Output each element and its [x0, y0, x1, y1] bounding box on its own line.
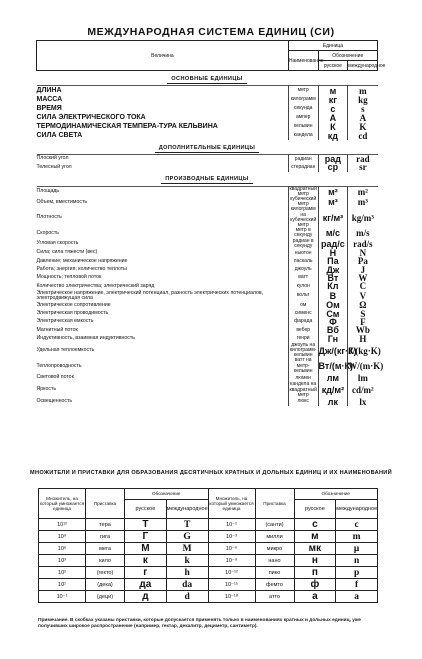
prefix-table-body [39, 489, 378, 603]
international-symbol: J [360, 264, 366, 275]
header-russian: русское [318, 61, 348, 71]
unit-row [37, 197, 378, 207]
unit-name: радиан [288, 155, 318, 164]
quantity-name: Электрическое сопротивление [37, 301, 289, 309]
prefix-multiplier: 10⁻¹² [208, 567, 255, 579]
russian-symbol: м [318, 86, 348, 96]
international-symbol: C [359, 281, 367, 292]
prefix-header-designation-left: Обозначение [125, 489, 209, 500]
prefix-russian-symbol: к [125, 555, 167, 567]
unit-name: вебер [288, 326, 318, 334]
unit-row [37, 207, 378, 228]
unit-name: секунда [288, 104, 318, 113]
international-symbol: m² [348, 186, 378, 197]
international-symbol: lm [357, 373, 368, 384]
russian-symbol: См [318, 310, 348, 318]
quantity-name: Электрическое напряжение, электрический потенциал, разность электрических потенциалов, электродвижущая сила [37, 291, 289, 302]
prefix-name: (дека) [86, 579, 125, 591]
russian-symbol: Вт/(м·К) [318, 358, 348, 374]
prefix-multiplier: 10¹ [39, 579, 86, 591]
russian-symbol: кг [318, 95, 348, 104]
unit-row [37, 186, 378, 197]
international-symbol: m/s [356, 228, 370, 239]
quantity-name: Плоский угол [37, 155, 289, 164]
prefix-russian-symbol: Г [125, 531, 167, 543]
prefix-header-international-right: международное [336, 500, 378, 519]
prefix-multiplier: 10⁶ [39, 543, 86, 555]
unit-name: кубический метр [290, 196, 317, 208]
quantity-name: Сила; сила тяжести (вес) [37, 249, 289, 257]
international-symbol: m [348, 86, 378, 96]
russian-symbol: А [318, 113, 348, 122]
unit-name: паскаль [288, 257, 318, 265]
page-title: МЕЖДУНАРОДНАЯ СИСТЕМА ЕДИНИЦ (СИ) [87, 26, 335, 38]
russian-symbol: м² [318, 186, 348, 197]
russian-symbol: м³ [318, 197, 348, 207]
russian-symbol: рад/с [318, 239, 348, 249]
prefix-international-symbol: k [166, 555, 208, 567]
section-header-row [37, 71, 378, 86]
prefix-name: (санти) [255, 519, 294, 531]
quantity-name: Площадь [37, 186, 289, 197]
header-designation: Обозначение [318, 51, 377, 61]
quantity-name: Плотность [37, 207, 289, 228]
russian-symbol: кг/м³ [318, 207, 348, 228]
prefix-multiplier: 10² [39, 567, 86, 579]
unit-row [37, 266, 378, 274]
quantity-name: Объем, вместимость [37, 197, 289, 207]
quantity-name: Магнитный поток [37, 326, 289, 334]
section-header-row [37, 172, 378, 187]
prefix-russian-symbol: м [294, 531, 336, 543]
unit-name: джоуль [288, 266, 318, 274]
prefix-row [39, 543, 378, 555]
unit-name: квадратный метр [289, 185, 317, 197]
prefix-table [38, 488, 378, 603]
quantity-name: ДЛИНА [37, 86, 289, 96]
unit-row [37, 358, 378, 374]
unit-name: радиан в секунду [288, 239, 318, 249]
russian-symbol: Дж [318, 266, 348, 274]
unit-row [37, 310, 378, 318]
prefix-russian-symbol: Т [125, 519, 167, 531]
prefix-header-designation-right: Обозначение [294, 489, 378, 500]
russian-symbol: Вб [318, 326, 348, 334]
russian-symbol: Ом [318, 301, 348, 309]
unit-row [37, 131, 378, 140]
unit-row [37, 86, 378, 96]
quantity-name: Удельная теплоемкость [37, 343, 289, 359]
quantity-name: Яркость [37, 382, 289, 398]
prefix-header-russian-right: русское [294, 500, 336, 519]
unit-name: кулон [288, 282, 318, 290]
international-symbol: W [358, 273, 368, 284]
prefix-international-symbol: f [336, 579, 378, 591]
prefix-russian-symbol: г [125, 567, 167, 579]
prefix-name: тера [86, 519, 125, 531]
prefix-row [39, 531, 378, 543]
unit-name: ампер [288, 113, 318, 122]
prefix-international-symbol: m [336, 531, 378, 543]
section-header-cell [37, 71, 378, 86]
international-symbol: Ω [359, 300, 367, 311]
header-international: международное [348, 62, 386, 69]
russian-symbol: К [318, 122, 348, 131]
russian-symbol: Па [318, 257, 348, 265]
unit-row [37, 122, 378, 131]
unit-row [37, 113, 378, 122]
russian-symbol: Вт [318, 274, 348, 282]
unit-name: кандела [288, 131, 318, 140]
unit-row [37, 95, 378, 104]
prefix-russian-symbol: п [294, 567, 336, 579]
international-symbol: Wb [355, 325, 370, 336]
prefix-international-symbol: h [166, 567, 208, 579]
prefix-header-prefix-right: Приставка [255, 489, 294, 519]
prefix-name: (гекто) [86, 567, 125, 579]
header-quantity: Величина [37, 41, 289, 71]
prefix-international-symbol: c [336, 519, 378, 531]
russian-symbol: кд/м² [318, 382, 348, 398]
prefix-name: фемто [255, 579, 294, 591]
quantity-name: МАССА [37, 95, 289, 104]
prefix-international-symbol: T [166, 519, 208, 531]
unit-name: ватт [288, 274, 318, 282]
russian-symbol: Дж/(кг·К) [318, 343, 348, 359]
prefix-multiplier: 10¹² [39, 519, 86, 531]
prefix-row [39, 567, 378, 579]
header-unit: Единица [288, 41, 377, 51]
section-title: ОСНОВНЫЕ ЕДИНИЦЫ [167, 76, 246, 84]
prefix-name: атто [255, 591, 294, 603]
unit-row [37, 374, 378, 382]
unit-name: ньютон [288, 249, 318, 257]
quantity-name: Скорость [37, 228, 289, 238]
prefix-name: кило [86, 555, 125, 567]
quantity-name: СИЛА ЭЛЕКТРИЧЕСКОГО ТОКА [37, 113, 289, 122]
unit-name: метр в секунду [288, 228, 318, 238]
unit-name: джоуль на килограмм-кельвин [289, 341, 317, 359]
russian-symbol: Ф [318, 318, 348, 326]
unit-row [37, 326, 378, 334]
international-symbol: F [360, 317, 366, 328]
prefix-russian-symbol: д [125, 591, 167, 603]
si-units-table-body [36, 41, 386, 408]
prefix-name: (деци) [86, 591, 125, 603]
russian-symbol: Н [318, 249, 348, 257]
footnote: Примечание. В скобках указаны приставки, которые допускается применять только в наименованиях кратных и дольных единиц, уже получивших широкое распространение (например, гектар, декалитр, дециметр, сантиметр). [38, 618, 361, 629]
prefix-international-symbol: G [166, 531, 208, 543]
prefix-section-title: МНОЖИТЕЛИ И ПРИСТАВКИ ДЛЯ ОБРАЗОВАНИЯ ДЕСЯТИЧНЫХ КРАТНЫХ И ДОЛЬНЫХ ЕДИНИЦ И ИХ НАИМЕНОВАНИЙ [30, 470, 392, 476]
prefix-header-multiplier-right: Множитель, на который умножается единица [208, 489, 255, 519]
quantity-name: ТЕРМОДИНАМИЧЕСКАЯ ТЕМПЕРА-ТУРА КЕЛЬВИНА [37, 122, 289, 131]
international-symbol: K [359, 121, 367, 132]
international-symbol: s [361, 103, 365, 114]
prefix-name: пико [255, 567, 294, 579]
unit-row [37, 228, 378, 238]
unit-row [37, 104, 378, 113]
prefix-multiplier: 10⁻¹⁵ [208, 579, 255, 591]
prefix-name: милли [255, 531, 294, 543]
unit-name: вольт [288, 291, 318, 302]
international-symbol: rad/s [353, 238, 373, 249]
section-header-row [37, 140, 378, 155]
unit-name: килограмм [288, 95, 318, 104]
prefix-russian-symbol: М [125, 543, 167, 555]
international-symbol: m³ [357, 197, 368, 208]
prefix-international-symbol: da [166, 579, 208, 591]
international-symbol: kg/m³ [351, 212, 374, 223]
unit-name: кельвин [288, 122, 318, 131]
quantity-name: Электрическая проводимость [37, 310, 289, 318]
prefix-russian-symbol: н [294, 555, 336, 567]
section-header-cell [37, 140, 378, 155]
prefix-header-international-left: международное [166, 500, 208, 519]
section-header-cell [37, 172, 378, 187]
unit-name: кандела на квадратный метр [289, 381, 317, 398]
unit-name: килограмм на кубический метр [290, 206, 317, 229]
unit-row [37, 335, 378, 343]
prefix-international-symbol: M [166, 543, 208, 555]
header-name: Наименование [288, 51, 318, 71]
international-symbol: cd [358, 130, 368, 141]
prefix-header-prefix-left: Приставка [86, 489, 125, 519]
international-symbol: N [359, 248, 367, 259]
prefix-international-symbol: n [336, 555, 378, 567]
unit-name: фарада [288, 318, 318, 326]
unit-name: ом [288, 301, 318, 309]
russian-symbol: кд [318, 131, 348, 140]
quantity-name: Мощность; тепловой поток [37, 274, 289, 282]
prefix-multiplier: 10³ [39, 555, 86, 567]
unit-name: люкс [288, 398, 318, 406]
international-symbol: V [359, 290, 367, 301]
quantity-name: Электрическая емкость [37, 318, 289, 326]
prefix-multiplier: 10⁻⁶ [208, 543, 255, 555]
quantity-name: Теплопроводность [37, 358, 289, 374]
international-symbol: kg [358, 94, 368, 105]
international-symbol: cd/m² [352, 385, 374, 396]
quantity-name: СИЛА СВЕТА [37, 131, 289, 140]
quantity-name: Индуктивность, взаимная индуктивность [37, 335, 289, 343]
russian-symbol: м/с [318, 228, 348, 238]
international-symbol: H [359, 333, 367, 344]
prefix-russian-symbol: с [294, 519, 336, 531]
russian-symbol: лм [318, 374, 348, 382]
prefix-name: гига [86, 531, 125, 543]
prefix-header-multiplier-left: Множитель, на который умножается единица [39, 489, 86, 519]
international-symbol: S [360, 308, 366, 319]
unit-name: люмен [288, 374, 318, 382]
unit-name: стерадиан [288, 163, 318, 171]
section-title: ПРОИЗВОДНЫЕ ЕДИНИЦЫ [161, 176, 252, 184]
quantity-name: Работа; энергия; количество теплоты [37, 266, 289, 274]
prefix-row [39, 591, 378, 603]
prefix-multiplier: 10⁻¹⁸ [208, 591, 255, 603]
international-symbol: sr [359, 162, 367, 173]
prefix-name: микро [255, 543, 294, 555]
prefix-row [39, 519, 378, 531]
prefix-name: нано [255, 555, 294, 567]
header-row-1 [37, 41, 378, 51]
quantity-name: Телесный угол [37, 163, 289, 171]
prefix-russian-symbol: мк [294, 543, 336, 555]
si-units-table [36, 40, 386, 408]
russian-symbol: с [318, 104, 348, 113]
russian-symbol: Кл [318, 282, 348, 290]
international-symbol: lx [359, 397, 367, 408]
quantity-name: Световой поток [37, 374, 289, 382]
unit-name: генри [288, 335, 318, 343]
quantity-name: ВРЕМЯ [37, 104, 289, 113]
unit-name: ватт на метр-кельвин [288, 358, 318, 374]
unit-row [37, 343, 378, 359]
unit-row [37, 239, 378, 249]
quantity-name: Давление; механическое напряжение [37, 257, 289, 265]
unit-row [37, 398, 378, 406]
prefix-international-symbol: μ [336, 543, 378, 555]
prefix-international-symbol: p [336, 567, 378, 579]
russian-symbol: рад [318, 155, 348, 164]
prefix-multiplier: 10⁻² [208, 519, 255, 531]
prefix-international-symbol: a [336, 591, 378, 603]
international-symbol: W/(m·K) [348, 361, 384, 372]
quantity-name: Количество электричества; электрический заряд [37, 282, 289, 290]
prefix-header-row-1 [39, 489, 378, 500]
prefix-russian-symbol: да [125, 579, 167, 591]
international-symbol: A [359, 112, 367, 123]
quantity-name: Освещенность [37, 398, 289, 406]
quantity-name: Угловая скорость [37, 239, 289, 249]
unit-name: метр [288, 86, 318, 96]
international-symbol: Pa [357, 256, 368, 267]
unit-row [37, 155, 378, 164]
russian-symbol: В [318, 291, 348, 302]
prefix-multiplier: 10⁻¹ [39, 591, 86, 603]
russian-symbol: лк [318, 398, 348, 406]
unit-row [37, 382, 378, 398]
prefix-row [39, 555, 378, 567]
international-symbol: J/(kg·K) [348, 345, 381, 356]
prefix-international-symbol: d [166, 591, 208, 603]
unit-row [37, 163, 378, 171]
international-symbol: rad [348, 155, 378, 164]
prefix-multiplier: 10⁹ [39, 531, 86, 543]
russian-symbol: Гн [318, 335, 348, 343]
section-title: ДОПОЛНИТЕЛЬНЫЕ ЕДИНИЦЫ [155, 145, 260, 153]
unit-name: сименс [288, 310, 318, 318]
prefix-russian-symbol: ф [294, 579, 336, 591]
prefix-name: мега [86, 543, 125, 555]
prefix-header-russian-left: русское [125, 500, 167, 519]
prefix-multiplier: 10⁻⁹ [208, 555, 255, 567]
prefix-russian-symbol: а [294, 591, 336, 603]
prefix-row [39, 579, 378, 591]
russian-symbol: ср [318, 163, 348, 171]
prefix-multiplier: 10⁻³ [208, 531, 255, 543]
